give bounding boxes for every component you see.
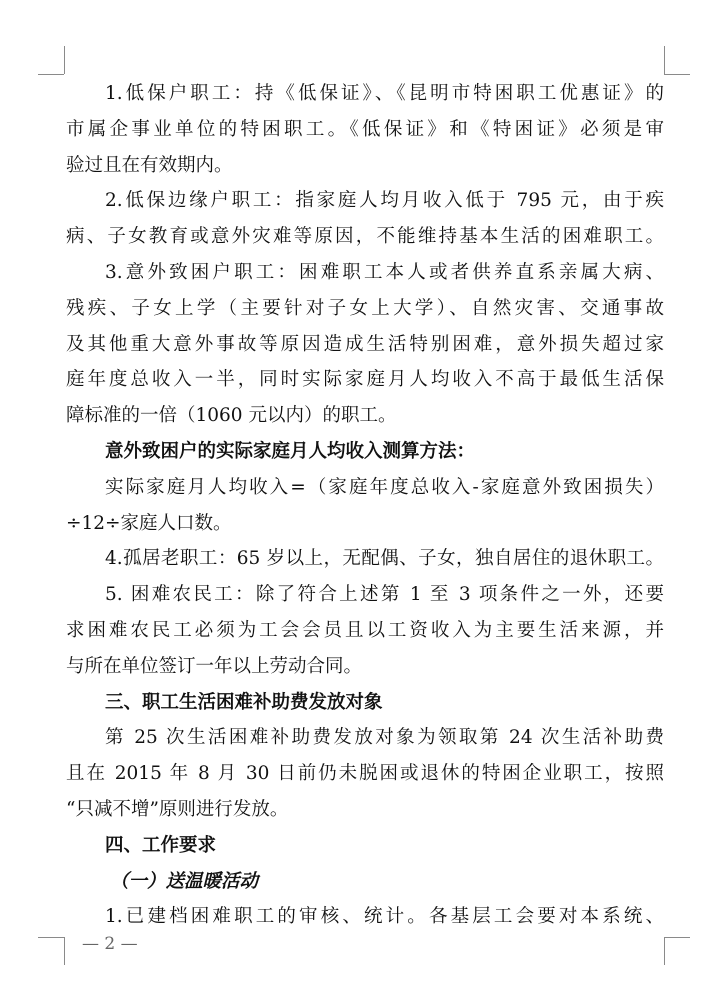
method-heading: 意外致困户的实际家庭月人均收入测算方法： — [105, 440, 476, 462]
paragraph-line: 及其他重大意外事故等原因造成生活特别困难，意外损失超过家 — [66, 333, 664, 355]
paragraph-line: 1.已建档困难职工的审核、统计。各基层工会要对本系统、 — [105, 906, 664, 928]
document-body — [66, 76, 664, 935]
formula-line: 实际家庭月人均收入=（家庭年度总收入-家庭意外致困损失） — [105, 476, 664, 498]
paragraph-line: 残疾、子女上学（主要针对子女上大学）、自然灾害、交通事故 — [66, 297, 664, 319]
subsection-heading: （一）送温暖活动 — [110, 870, 259, 892]
paragraph-line: 求困难农民工必须为工会会员且以工资收入为主要生活来源，并 — [66, 619, 664, 641]
paragraph-line: 病、子女教育或意外灾难等原因，不能维持基本生活的困难职工。 — [66, 226, 664, 248]
paragraph-line: 1.低保户职工：持《低保证》、《昆明市特困职工优惠证》的 — [105, 83, 664, 104]
formula-line: ÷12÷家庭人口数。 — [66, 512, 232, 534]
section-heading-3: 三、职工生活困难补助费发放对象 — [105, 691, 383, 713]
section-heading-4: 四、工作要求 — [105, 834, 217, 856]
paragraph-line: 3.意外致困户职工：困难职工本人或者供养直系亲属大病、 — [105, 261, 664, 283]
page-number: — 2 — — [82, 934, 138, 954]
paragraph-line: “只减不增”原则进行发放。 — [66, 798, 289, 820]
paragraph-line: 障标准的一倍（1060 元以内）的职工。 — [66, 405, 397, 427]
paragraph-line: 第 25 次生活困难补助费发放对象为领取第 24 次生活补助费 — [105, 727, 664, 749]
paragraph-line: 与所在单位签订一年以上劳动合同。 — [66, 655, 363, 677]
paragraph-line: 且在 2015 年 8 月 30 日前仍未脱困或退休的特困企业职工，按照 — [66, 763, 664, 785]
paragraph-line: 验过且在有效期内。 — [66, 154, 233, 176]
paragraph-line: 4.孤居老职工：65 岁以上，无配偶、子女，独自居住的退休职工。 — [105, 548, 664, 570]
paragraph-line: 庭年度总收入一半，同时实际家庭月人均收入不高于最低生活保 — [66, 369, 664, 391]
paragraph-line: 2.低保边缘户职工：指家庭人均月收入低于 795 元，由于疾 — [105, 190, 664, 212]
paragraph-line: 5. 困难农民工：除了符合上述第 1 至 3 项条件之一外，还要 — [105, 584, 664, 606]
paragraph-line: 市属企事业单位的特困职工。《低保证》和《特困证》必须是审 — [66, 118, 664, 140]
